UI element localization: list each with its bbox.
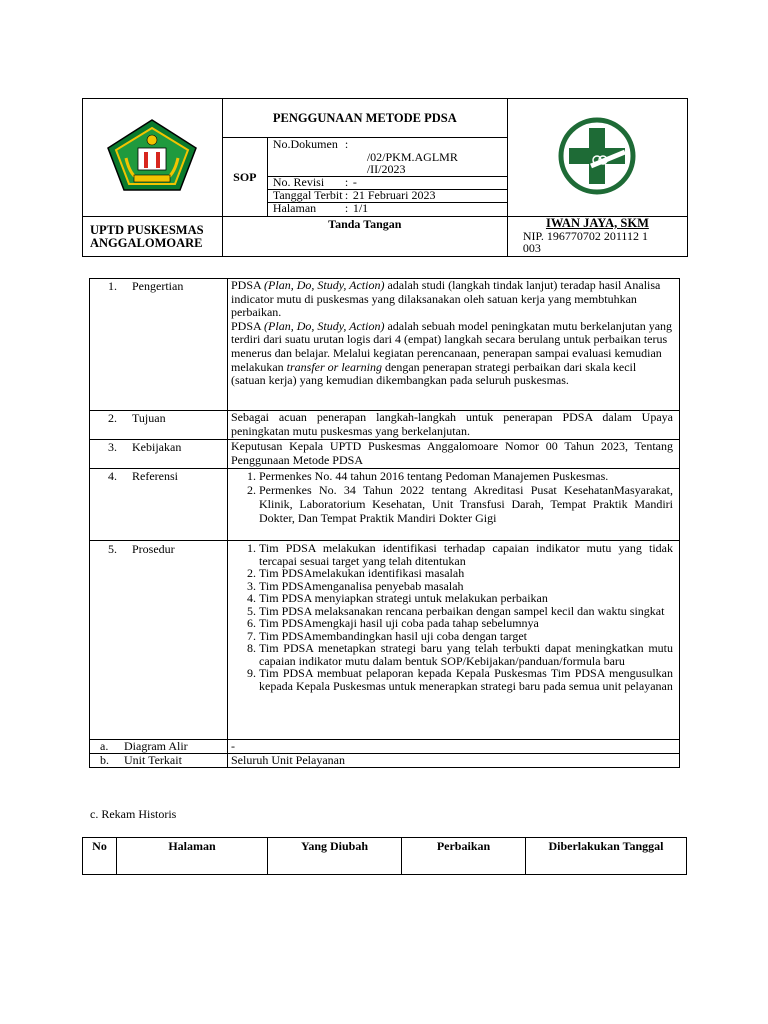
tujuan-label: Tujuan xyxy=(132,411,166,425)
list-item: 4. Tim PDSA menyiapkan strategi untuk melakukan perbaikan xyxy=(259,592,673,605)
tujuan-content: Sebagai acuan penerapan langkah-langkah untuk penerapan PDSA dalam Upaya peningkatan mutu puskesmas yang berkelanjutan. xyxy=(228,411,680,440)
diagram-label: Diagram Alir xyxy=(124,739,188,753)
referensi-label-cell: 4. Referensi xyxy=(90,469,228,541)
kebijakan-label: Kebijakan xyxy=(132,440,182,454)
sop-header-table xyxy=(82,98,688,257)
unit-content: Seluruh Unit Pelayanan xyxy=(228,754,680,768)
col-header-no: No xyxy=(83,838,117,875)
province-emblem-icon xyxy=(104,118,200,194)
referensi-content xyxy=(228,469,680,541)
pengertian-label: Pengertian xyxy=(132,279,184,293)
kebijakan-content: Keputusan Kepala UPTD Puskesmas Anggalomoare Nomor 00 Tahun 2023, Tentang Penggunaan Metode PDSA xyxy=(228,440,680,469)
revision-row: No. Revisi : - xyxy=(268,177,507,190)
unit-label-cell: b. Unit Terkait xyxy=(90,754,228,768)
signer-cell xyxy=(507,217,687,257)
referensi-label: Referensi xyxy=(132,469,178,483)
col-header-perbaikan: Perbaikan xyxy=(402,838,526,875)
signer-nip-line1: NIP. 196770702 201112 1 xyxy=(522,228,648,243)
org-name-line2: ANGGALOMOARE xyxy=(90,235,203,250)
signature-label: Tanda Tangan xyxy=(328,217,402,231)
list-item: 2. Tim PDSAmelakukan identifikasi masalah xyxy=(259,567,673,580)
signer-nip-line2: 003 xyxy=(522,241,541,255)
list-item: 1. Permenkes No. 44 tahun 2016 tentang Pedoman Manajemen Puskesmas. xyxy=(259,469,673,483)
col-header-yang-diubah: Yang Diubah xyxy=(268,838,402,875)
publish-date-row: Tanggal Terbit : 21 Februari 2023 xyxy=(268,190,507,203)
list-item: 5. Tim PDSA melaksanakan rencana perbaikan dengan sampel kecil dan waktu singkat xyxy=(259,605,673,618)
diagram-content: - xyxy=(228,740,680,754)
prosedur-label-cell: 5. Prosedur xyxy=(90,541,228,740)
header-middle-cell xyxy=(222,99,507,217)
signer-name: IWAN JAYA, SKM xyxy=(545,216,649,230)
pengertian-label-cell: 1. Pengertian xyxy=(90,279,228,411)
sop-content-table xyxy=(89,278,680,768)
list-item: 8. Tim PDSA menetapkan strategi baru yang telah terbukti dapat meningkatkan mutu capaian indikator mutu dalam bentuk SOP/Kebijakan/panduan/formula baru xyxy=(259,642,673,667)
tujuan-label-cell: 2. Tujuan xyxy=(90,411,228,440)
unit-label: Unit Terkait xyxy=(124,753,182,767)
prosedur-label: Prosedur xyxy=(132,542,175,556)
list-item: 6. Tim PDSAmengkaji hasil uji coba pada tahap sebelumnya xyxy=(259,617,673,630)
left-logo-cell xyxy=(83,99,223,217)
kebijakan-label-cell: 3. Kebijakan xyxy=(90,440,228,469)
list-item: 1. Tim PDSA melakukan identifikasi terhadap capaian indikator mutu yang tidak tercapai sesuai target yang telah ditentukan xyxy=(259,542,673,567)
list-item: 9. Tim PDSA membuat pelaporan kepada Kepala Puskesmas Tim PDSA mengusulkan kepada Kepala Puskesmas untuk menerapkan strategi baru pada semua unit pelayanan xyxy=(259,667,673,692)
col-header-halaman: Halaman xyxy=(117,838,268,875)
list-item: 3. Tim PDSAmenganalisa penyebab masalah xyxy=(259,580,673,593)
list-item: 2. Permenkes No. 34 Tahun 2022 tentang Akreditasi Pusat KesehatanMasyarakat, Klinik, Laboratorium Kesehatan, Unit Transfusi Darah, Tempat Praktik Mandiri Dokter, Dan Tempat Praktik Mandiri Dokter Gigi xyxy=(259,483,673,525)
org-name-line1: UPTD PUSKESMAS xyxy=(90,222,204,237)
page-row: Halaman : 1/1 xyxy=(272,201,369,215)
rekam-historis-title: c. Rekam Historis xyxy=(90,807,177,821)
document-title: PENGGUNAAN METODE PDSA xyxy=(272,110,457,125)
puskesmas-cross-icon xyxy=(557,116,637,196)
rekam-historis-table xyxy=(82,837,687,875)
list-item: 7. Tim PDSAmembandingkan hasil uji coba dengan target xyxy=(259,630,673,643)
sop-label: SOP xyxy=(233,169,257,184)
doc-number-row: No.Dokumen : /02/PKM.AGLMR /II/2023 xyxy=(268,138,507,177)
organization-cell xyxy=(83,217,223,257)
diagram-label-cell: a. Diagram Alir xyxy=(90,740,228,754)
right-logo-cell xyxy=(507,99,687,217)
prosedur-content xyxy=(228,541,680,740)
signature-label-cell xyxy=(222,217,507,257)
col-header-diberlakukan-tanggal: Diberlakukan Tanggal xyxy=(526,838,687,875)
pengertian-content: PDSA (Plan, Do, Study, Action) adalah studi (langkah tindak lanjut) teradap hasil Analisa indicator mutu di puskesmas yang dilaksanakan oleh satuan kerja yang membtuhkan perbaikan. PDSA (Plan, Do, Study, Action) adalah sebuah model peningkatan mutu berkelanjutan yang terdiri dari suatu urutan logis dari 4 (empat) langkah secara berulang untuk perbaikan terus menerus dan belajar. Melalui kegiatan perencanaan, penerapan sampai evaluasi kemudian melakukan transfer or learning dengan penerapan strategi perbaikan dari skala kecil (satuan kerja) yang kemudian dikembangkan pada seluruh puskesmas. xyxy=(228,279,680,411)
